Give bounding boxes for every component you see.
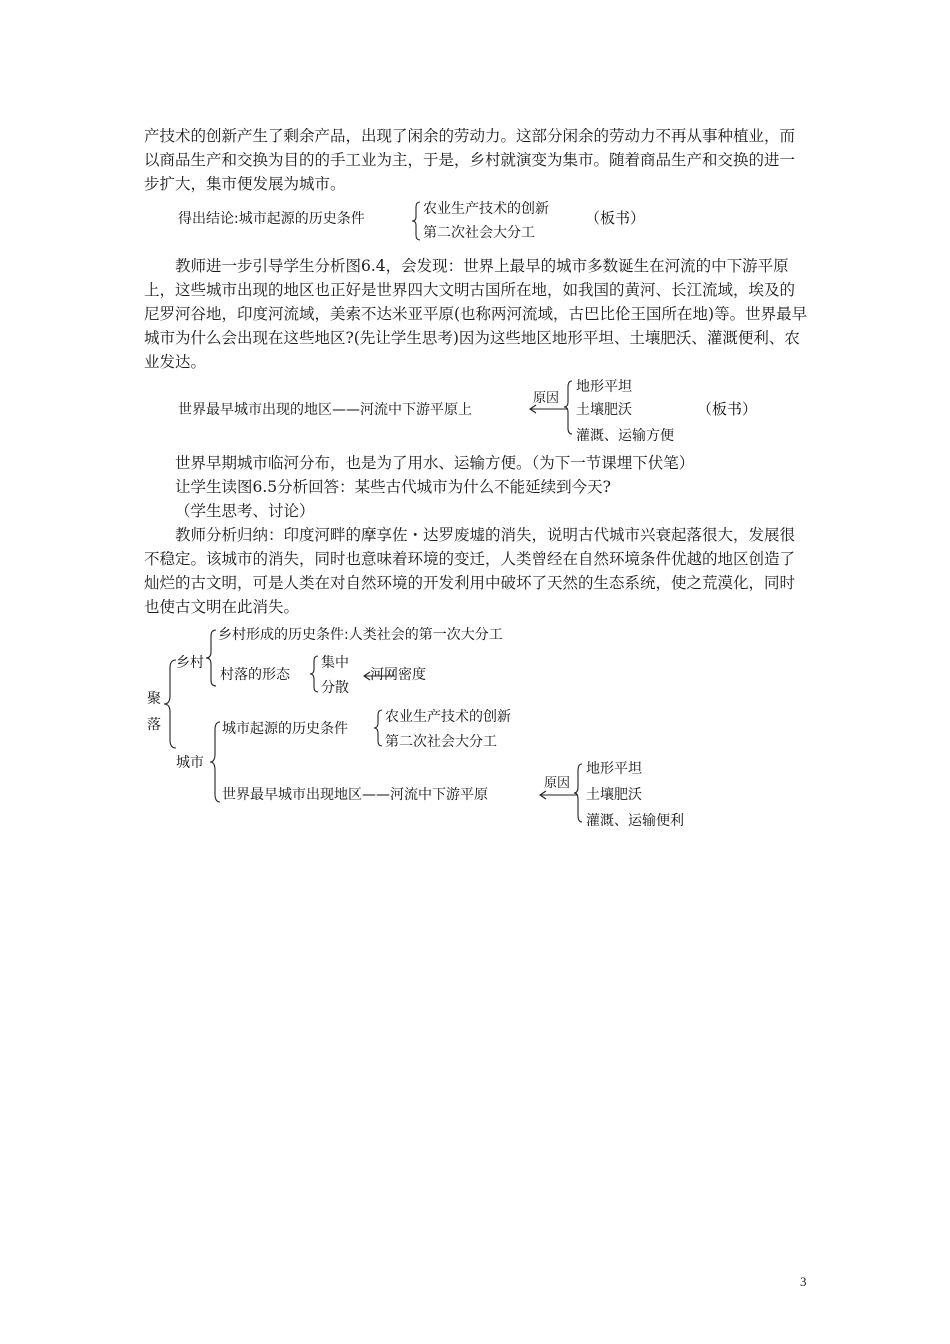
brace-board1 [412, 202, 420, 240]
board1-note: （板书） [585, 209, 646, 227]
summary-village: 乡村 [176, 655, 204, 671]
board2-reason: 原因 [533, 391, 560, 406]
board2-item-1: 地形平坦 [576, 379, 632, 395]
summary-city-reason-3: 灌溉、运输便利 [586, 813, 684, 829]
brace-board2 [564, 381, 572, 434]
board1-item-1: 农业生产技术的创新 [423, 201, 549, 217]
summary-city-reason: 原因 [544, 776, 571, 791]
board1-item-2: 第二次社会大分工 [423, 225, 535, 241]
summary-city: 城市 [176, 755, 204, 771]
summary-city-reason-1: 地形平坦 [586, 761, 642, 777]
paragraph-5: （学生思考、讨论） [175, 502, 315, 520]
board1-lead: 得出结论:城市起源的历史条件 [178, 211, 365, 227]
summary-root-2: 落 [147, 717, 161, 733]
summary-city-reason-2: 土壤肥沃 [586, 787, 642, 803]
brace-form [310, 656, 318, 692]
summary-city-condition-2: 第二次社会大分工 [385, 734, 497, 750]
brace-root [164, 660, 176, 748]
summary-village-cause: 河网密度 [370, 667, 426, 683]
brace-city [210, 722, 220, 802]
board2-item-2: 土壤肥沃 [576, 402, 632, 418]
board2-lead: 世界最早城市出现的地区——河流中下游平原上 [178, 402, 472, 418]
summary-root-1: 聚 [147, 691, 161, 707]
paragraph-2: 教师进一步引导学生分析图6.4，会发现：世界上最早的城市多数诞生在河流的中下游平原上，这些城市出现的地区也正好是世界四大文明古国所在地，如我国的黄河、长江流域，埃及的尼罗河谷地，印度河流域，美索不达米亚平原(也称两河流域，古巴比伦王国所在地)等。世界最早城市为什么会出现在这些地区?(先让学生思考)因为这些地区地形平坦、土壤肥沃、灌溉便利、农业发达。 [144, 257, 808, 371]
page-number: 3 [800, 1274, 807, 1289]
board2-note: （板书） [697, 400, 758, 418]
summary-village-form-1: 集中 [321, 655, 349, 671]
brace-village [206, 630, 216, 686]
paragraph-4: 让学生读图6.5分析回答：某些古代城市为什么不能延续到今天? [175, 478, 611, 496]
paragraph-3: 世界早期城市临河分布，也是为了用水、运输方便。（为下一节课埋下伏笔） [175, 454, 695, 472]
summary-village-condition: 乡村形成的历史条件:人类社会的第一次大分工 [218, 627, 503, 643]
paragraph-1: 产技术的创新产生了剩余产品，出现了闲余的劳动力。这部分闲余的劳动力不再从事种植业，而以商品生产和交换为目的的手工业为主，于是，乡村就演变为集市。随着商品生产和交换的进一步扩大，集市便发展为城市。 [144, 127, 796, 193]
summary-village-form-2: 分散 [321, 680, 349, 696]
summary-city-condition: 城市起源的历史条件 [222, 721, 348, 737]
board2-item-3: 灌溉、运输方便 [576, 428, 674, 444]
summary-city-area: 世界最早城市出现地区——河流中下游平原 [222, 787, 488, 803]
summary-city-condition-1: 农业生产技术的创新 [385, 709, 511, 725]
brace-city-reason [574, 764, 582, 822]
paragraph-6: 教师分析归纳：印度河畔的摩享佐・达罗废墟的消失，说明古代城市兴衰起落很大，发展很不稳定。该城市的消失，同时也意味着环境的变迁，人类曾经在自然环境条件优越的地区创造了灿烂的古文明，可是人类在对自然环境的开发利用中破坏了天然的生态系统，使之荒漠化，同时也使古文明在此消失。 [144, 526, 796, 616]
brace-city-condition [374, 710, 382, 746]
summary-village-form: 村落的形态 [220, 667, 290, 683]
